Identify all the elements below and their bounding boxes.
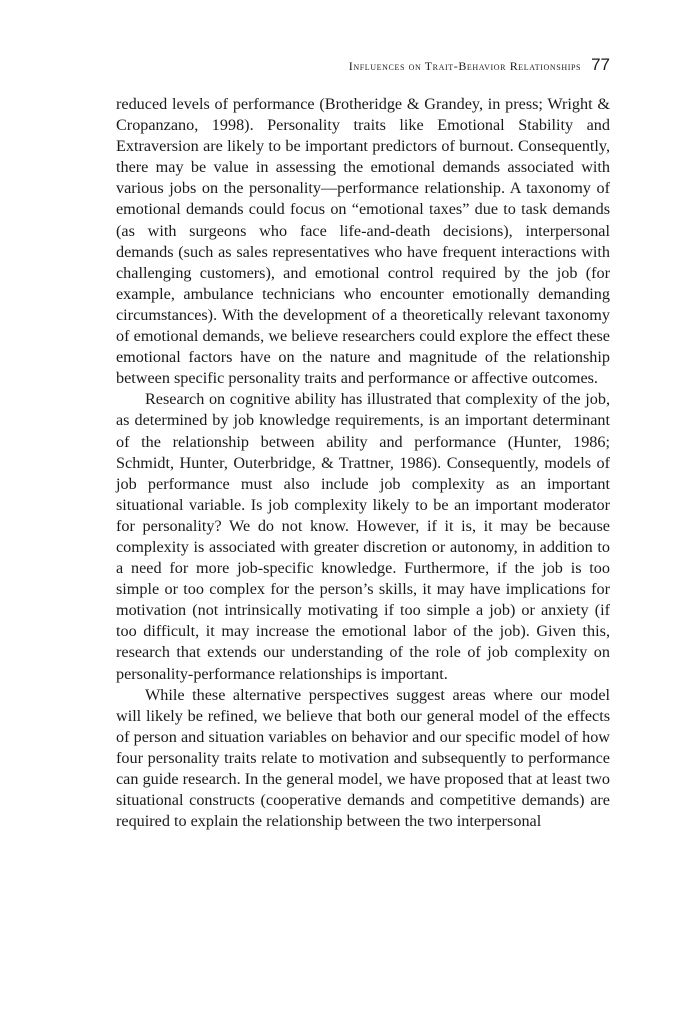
body-text	[116, 94, 610, 832]
paragraph-2: Research on cognitive ability has illustrated that complexity of the job, as determined by job knowledge requirements, is an important determinant of the relationship between ability and performance (Hunter, 1986; Schmidt, Hunter, Outerbridge, & Trattner, 1986). Consequently, models of job performance must also include job complexity as an important situational variable. Is job complexity likely to be an important moderator for personality? We do not know. However, if it is, it may be because complexity is associated with greater discretion or autonomy, in addition to a need for more job-specific knowledge. Furthermore, if the job is too simple or too complex for the person’s skills, it may have implications for motivation (not intrinsically motivating if too simple a job) or anxiety (if too difficult, it may increase the emotional labor of the job). Given this, research that extends our understanding of the role of job complexity on personality-performance relationships is important.	[116, 390, 610, 683]
running-head	[116, 55, 610, 79]
running-title: Influences on Trait-Behavior Relationships	[348, 59, 582, 73]
paragraph-3: While these alternative perspectives suggest areas where our model will likely be refined, we believe that both our general model of the effects of person and situation variables on behavior and our specific model of how four personality traits relate to motivation and subsequently to performance can guide research. In the general model, we have proposed that at least two situational constructs (cooperative demands and competitive demands) are required to explain the relationship between the two interpersonal	[116, 685, 610, 831]
paragraph-1: reduced levels of performance (Brotheridge & Grandey, in press; Wright & Cropanzano, 1998). Personality traits like Emotional Stability and Extraversion are likely to be important predictors of burnout. Consequently, there may be value in assessing the emotional demands associated with various jobs on the personality—performance relationship. A taxonomy of emotional demands could focus on “emotional taxes” due to task demands (as with surgeons who face life-and-death decisions), interpersonal demands (such as sales representatives who have frequent interactions with challenging customers), and emotional control required by the job (for example, ambulance technicians who encounter emotionally demanding circumstances). With the development of a theoretically relevant taxonomy of emotional demands, we believe researchers could explore the effect these emotional factors have on the nature and magnitude of the relationship between specific personality traits and performance or affective outcomes.	[116, 95, 610, 388]
page-number: 77	[591, 55, 610, 74]
